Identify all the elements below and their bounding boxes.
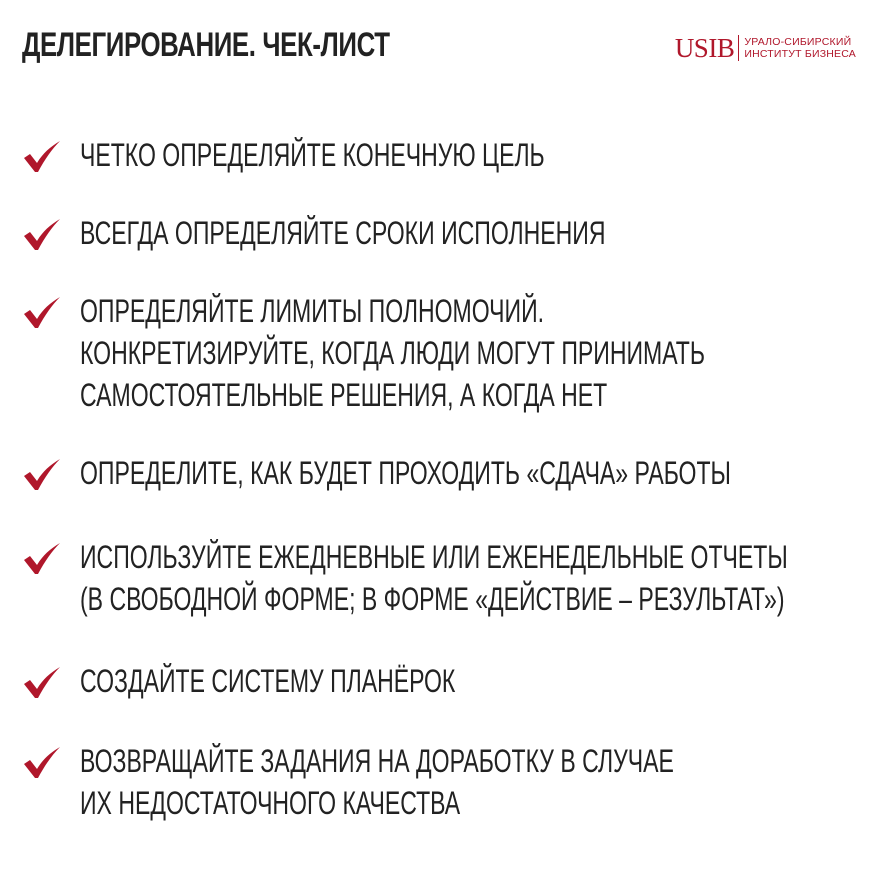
checklist-item-line: ВОЗВРАЩАЙТЕ ЗАДАНИЯ НА ДОРАБОТКУ В СЛУЧАЕ [80,743,674,779]
checkmark-icon [22,217,62,253]
page-title: ДЕЛЕГИРОВАНИЕ. ЧЕК-ЛИСТ [22,26,390,64]
logo-text-line-1: УРАЛО-СИБИРСКИЙ [744,36,852,48]
checklist-item-text [80,134,545,176]
checkmark-icon [22,295,62,331]
checkmark-icon [22,139,62,175]
checkmark-icon [22,665,62,701]
checklist-item-line: САМОСТОЯТЕЛЬНЫЕ РЕШЕНИЯ, А КОГДА НЕТ [80,377,608,413]
checkmark-icon [22,745,62,781]
logo-mark: USIB [674,33,735,63]
checklist-item-line: ЧЕТКО ОПРЕДЕЛЯЙТЕ КОНЕЧНУЮ ЦЕЛЬ [80,137,545,173]
checklist-item-text [80,536,788,620]
checklist-item-line: ВСЕГДА ОПРЕДЕЛЯЙТЕ СРОКИ ИСПОЛНЕНИЯ [80,215,606,251]
checklist-item-line: СОЗДАЙТЕ СИСТЕМУ ПЛАНЁРОК [80,663,456,699]
checklist-item-line: ИСПОЛЬЗУЙТЕ ЕЖЕДНЕВНЫЕ ИЛИ ЕЖЕНЕДЕЛЬНЫЕ ОТЧЕТЫ [80,539,788,575]
logo-text-line-2: ИНСТИТУТ БИЗНЕСА [744,48,856,60]
checklist-item-text [80,290,705,416]
checklist-item-line: ОПРЕДЕЛЯЙТЕ ЛИМИТЫ ПОЛНОМОЧИЙ. [80,293,545,329]
checklist-item-text [80,740,674,824]
checklist-item-text [80,212,605,254]
checklist-item-line: (В СВОБОДНОЙ ФОРМЕ; В ФОРМЕ «ДЕЙСТВИЕ – РЕЗУЛЬТАТ») [80,581,785,617]
checklist-item-text [80,660,455,702]
checklist-item-line: КОНКРЕТИЗИРУЙТЕ, КОГДА ЛЮДИ МОГУТ ПРИНИМАТЬ [80,335,705,371]
checklist-item-line: ОПРЕДЕЛИТЕ, КАК БУДЕТ ПРОХОДИТЬ «СДАЧА» РАБОТЫ [80,455,731,491]
checkmark-icon [22,457,62,493]
checkmark-icon [22,541,62,577]
checklist-item-text [80,452,731,494]
checklist-item-line: ИХ НЕДОСТАТОЧНОГО КАЧЕСТВА [80,785,461,821]
